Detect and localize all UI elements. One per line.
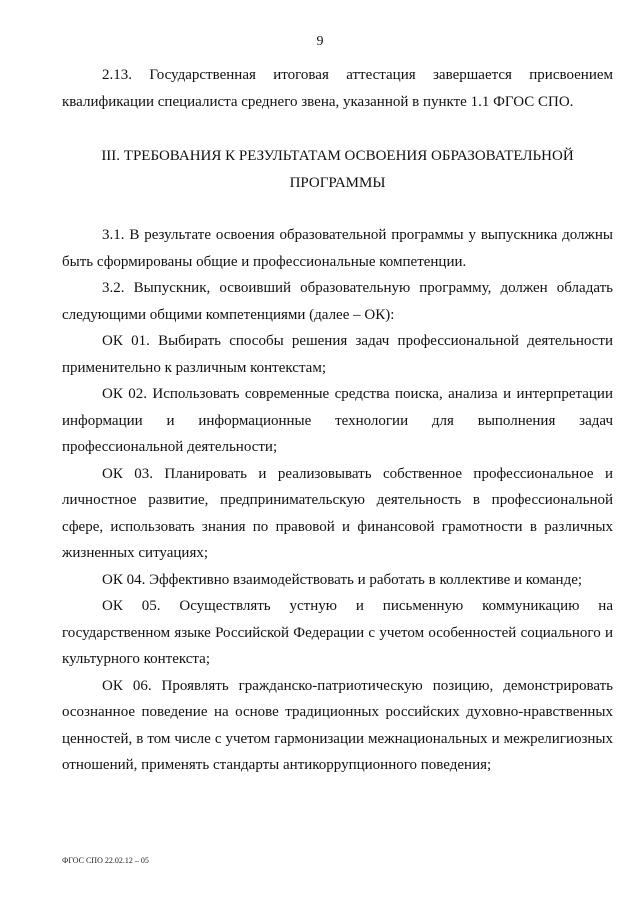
- competency-ok-05: ОК 05. Осуществлять устную и письменную коммуникацию на государственном языке Российской Федерации с учетом особенностей социального и культурного контекста;: [62, 598, 613, 667]
- competency-ok-01: ОК 01. Выбирать способы решения задач профессиональной деятельности применительно к различным контекстам;: [62, 333, 613, 376]
- competency-ok-04: ОК 04. Эффективно взаимодействовать и работать в коллективе и команде;: [102, 571, 583, 588]
- paragraph-3-1: 3.1. В результате освоения образовательной программы у выпускника должны быть сформированы общие и профессиональные компетенции.: [62, 227, 613, 270]
- competency-ok-03: ОК 03. Планировать и реализовывать собственное профессиональное и личностное развитие, предпринимательскую деятельность в профессиональной сфере, использовать знания по правовой и финансовой грамотности в различных жизненных ситуациях;: [62, 465, 613, 561]
- competency-ok-02: ОК 02. Использовать современные средства поиска, анализа и интерпретации информации и информационные технологии для выполнения задач профессиональной деятельности;: [62, 386, 613, 455]
- intro-paragraph: 2.13. Государственная итоговая аттестация завершается присвоением квалификации специалиста среднего звена, указанной в пункте 1.1 ФГОС СПО.: [62, 67, 613, 110]
- document-footer-code: ФГОС СПО 22.02.12 – 05: [62, 856, 149, 865]
- section-heading-line-2: ПРОГРАММЫ: [289, 174, 386, 191]
- paragraph-3-2: 3.2. Выпускник, освоивший образовательную программу, должен обладать следующими общими компетенциями (далее – ОК):: [62, 280, 613, 323]
- page-number: 9: [316, 34, 324, 49]
- section-heading: [62, 143, 613, 196]
- section-heading-line-1: III. ТРЕБОВАНИЯ К РЕЗУЛЬТАТАМ ОСВОЕНИЯ ОБРАЗОВАТЕЛЬНОЙ: [101, 148, 574, 164]
- competency-ok-06: ОК 06. Проявлять гражданско-патриотическую позицию, демонстрировать осознанное поведение на основе традиционных российских духовно-нравственных ценностей, в том числе с учетом гармонизации межнациональных и межрелигиозных отношений, применять стандарты антикоррупционного поведения;: [62, 677, 613, 773]
- document-body: [62, 62, 613, 779]
